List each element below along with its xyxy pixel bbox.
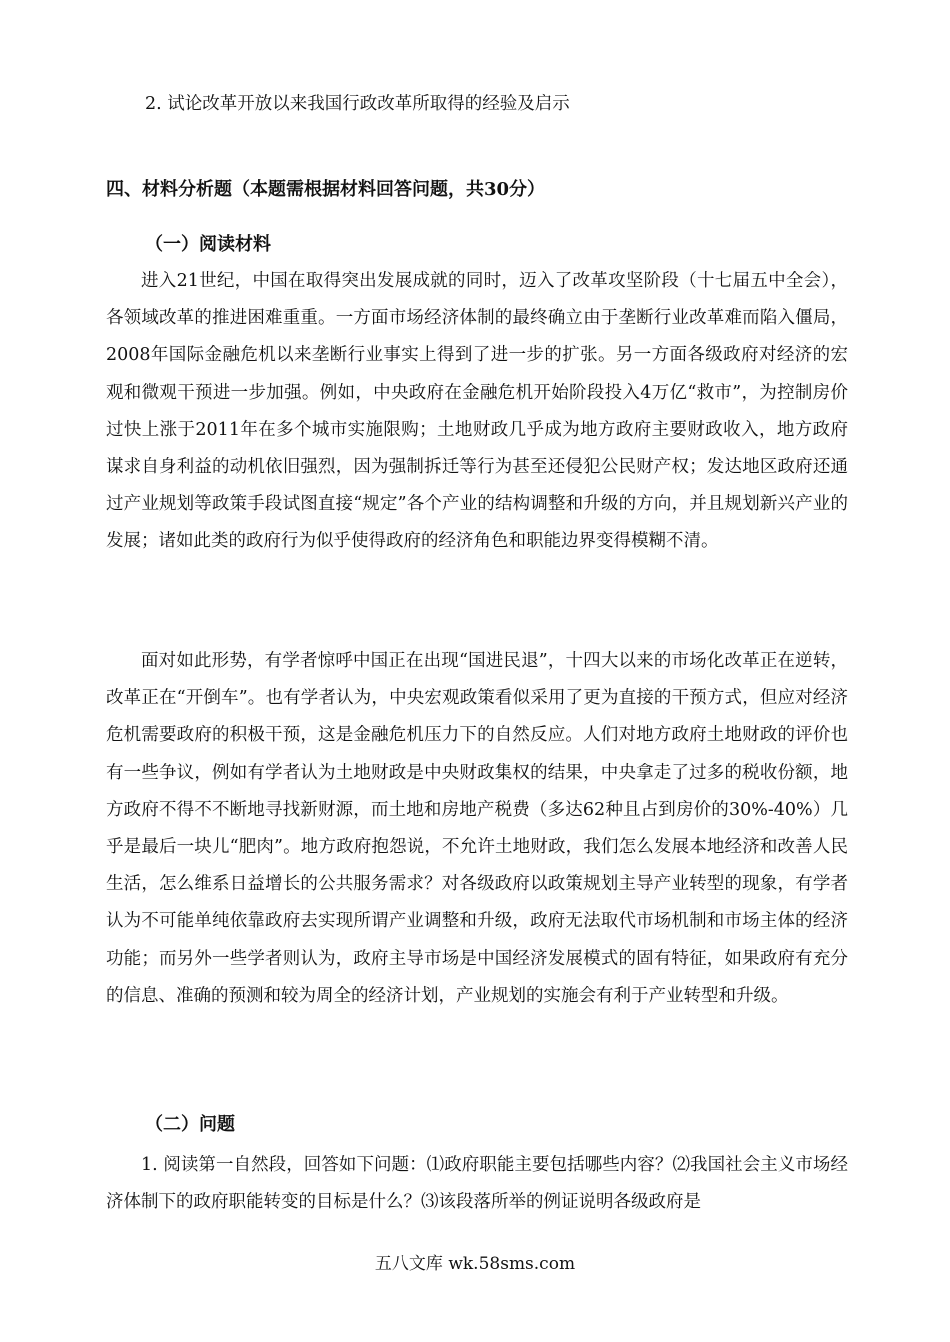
section-four-heading: 四、材料分析题（本题需根据材料回答问题，共30分）	[106, 179, 546, 200]
reading-material-heading: （一）阅读材料	[145, 234, 271, 255]
essay-question-2: 2. 试论改革开放以来我国行政改革所取得的经验及启示	[145, 94, 570, 114]
material-paragraph-1: 进入21世纪，中国在取得突出发展成就的同时，迈入了改革攻坚阶段（十七届五中全会），各领域改革的推进困难重重。一方面市场经济体制的最终确立由于垄断行业改革难而陷入僵局，2008年国际金融危机以来垄断行业事实上得到了进一步的扩张。另一方面各级政府对经济的宏观和微观干预进一步加强。例如，中央政府在金融危机开始阶段投入4万亿“救市”，为控制房价过快上涨于2011年在多个城市实施限购；土地财政几乎成为地方政府主要财政收入，地方政府谋求自身利益的动机依旧强烈，因为强制拆迁等行为甚至还侵犯公民财产权；发达地区政府还通过产业规划等政策手段试图直接“规定”各个产业的结构调整和升级的方向，并且规划新兴产业的发展；诸如此类的政府行为似乎使得政府的经济角色和职能边界变得模糊不清。	[106, 271, 848, 552]
material-paragraph-2: 面对如此形势，有学者惊呼中国正在出现“国进民退”，十四大以来的市场化改革正在逆转，改革正在“开倒车”。也有学者认为，中央宏观政策看似采用了更为直接的干预方式，但应对经济危机需要政府的积极干预，这是金融危机压力下的自然反应。人们对地方政府土地财政的评价也有一些争议，例如有学者认为土地财政是中央财政集权的结果，中央拿走了过多的税收份额，地方政府不得不不断地寻找新财源，而土地和房地产税费（多达62种且占到房价的30%-40%）几乎是最后一块儿“肥肉”。地方政府抱怨说，不允许土地财政，我们怎么发展本地经济和改善人民生活，怎么维系日益增长的公共服务需求？对各级政府以政策规划主导产业转型的现象，有学者认为不可能单纯依靠政府去实现所谓产业调整和升级，政府无法取代市场机制和市场主体的经济功能；而另外一些学者则认为，政府主导市场是中国经济发展模式的固有特征，如果政府有充分的信息、准确的预测和较为周全的经济计划，产业规划的实施会有利于产业转型和升级。	[106, 651, 848, 1006]
footer-watermark: 五八文库 wk.58sms.com	[374, 1254, 576, 1274]
analysis-question-1: 1. 阅读第一自然段，回答如下问题：⑴政府职能主要包括哪些内容？⑵我国社会主义市场经济体制下的政府职能转变的目标是什么？⑶该段落所举的例证说明各级政府是	[106, 1155, 848, 1213]
questions-heading: （二）问题	[145, 1114, 235, 1135]
